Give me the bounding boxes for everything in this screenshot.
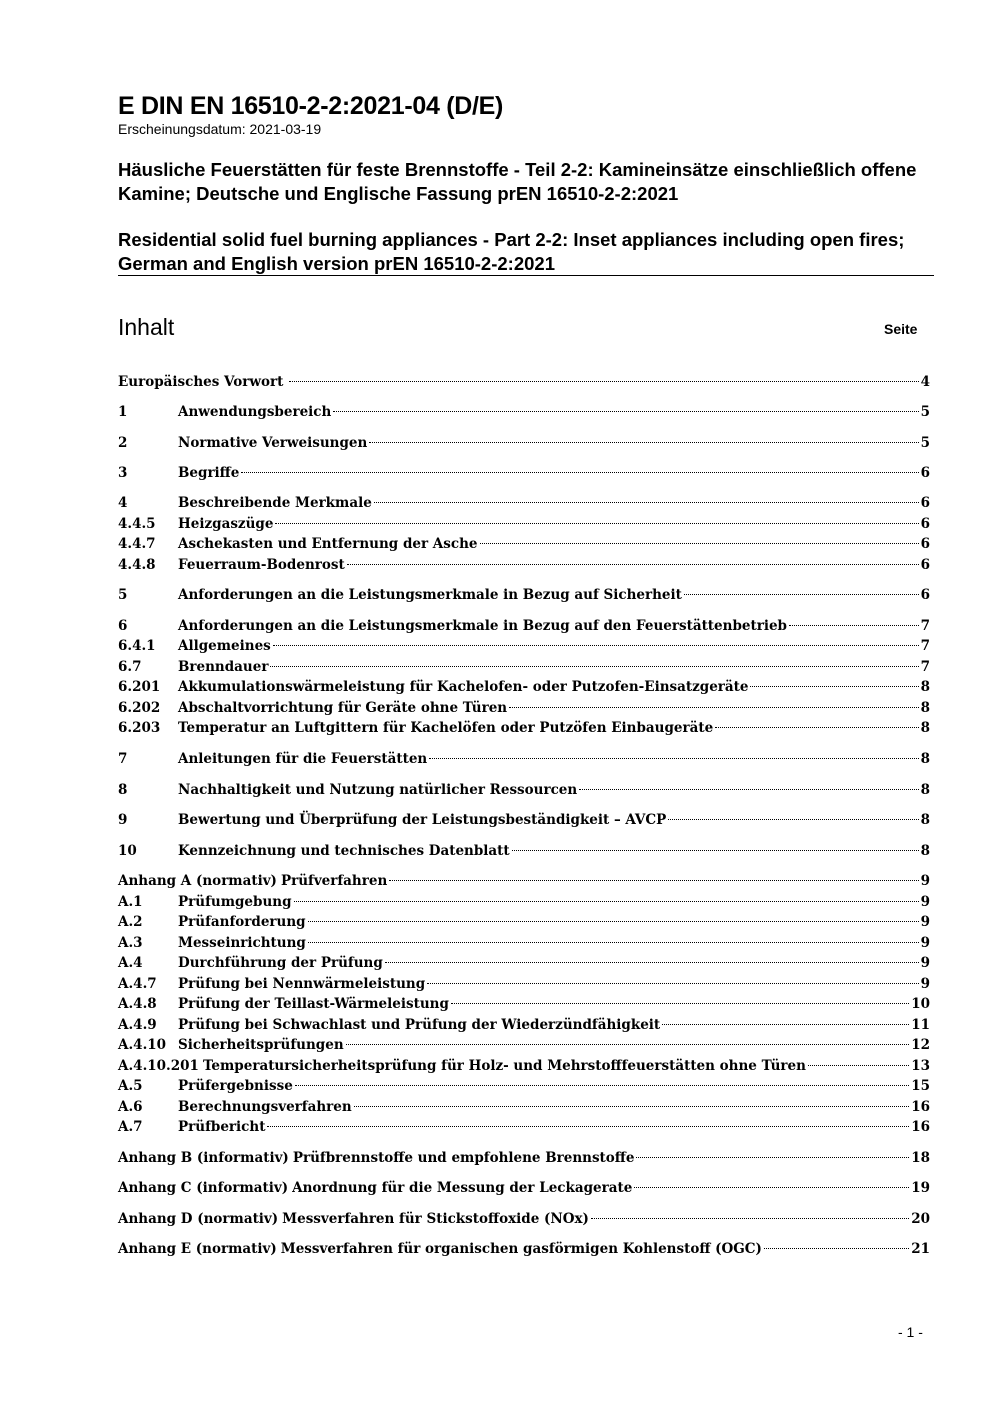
toc-entry-number: A.4.10 [118, 1037, 167, 1053]
toc-entry-title: Prüfung bei Nennwärmeleistung [178, 976, 426, 992]
toc-entry-title: Heizgaszüge [178, 516, 274, 532]
toc-entry[interactable] [118, 810, 930, 830]
toc-dot-leader [636, 1157, 909, 1158]
toc-entry-number: 1 [118, 404, 128, 420]
toc-entry-title: Sicherheitsprüfungen [178, 1037, 344, 1053]
title-german: Häusliche Feuerstätten für feste Brennstoffe - Teil 2-2: Kamineinsätze einschließlich offene Kamine; Deutsche und Englische Fassung prEN 16510-2-2:2021 [118, 159, 917, 204]
toc-entry-number: A.4.7 [118, 976, 157, 992]
footer-page-number: - 1 - [898, 1324, 923, 1340]
toc-entry-title: Prüfergebnisse [178, 1078, 293, 1094]
toc-entry[interactable] [118, 698, 930, 718]
toc-entry-number: A.4.10.201 [118, 1058, 199, 1074]
toc-entry-page: 8 [920, 751, 930, 767]
toc-entry-page: 19 [911, 1180, 930, 1196]
toc-dot-leader [347, 564, 919, 565]
toc-entry-number: Anhang E (normativ) [118, 1241, 277, 1257]
toc-dot-leader [241, 472, 918, 473]
toc-dot-leader [289, 381, 918, 382]
toc-entry[interactable] [118, 657, 930, 677]
toc-entry-number: 5 [118, 587, 128, 603]
toc-entry-page: 8 [920, 782, 930, 798]
toc-entry[interactable] [118, 585, 930, 605]
toc-entry[interactable] [118, 1239, 930, 1259]
toc-entry[interactable] [118, 372, 930, 392]
toc-entry-title: Messeinrichtung [178, 935, 306, 951]
toc-entry-page: 11 [911, 1017, 930, 1033]
toc-entry-title: Anforderungen an die Leistungsmerkmale in Bezug auf Sicherheit [178, 587, 682, 603]
toc-dot-leader [662, 1024, 909, 1025]
toc-entry-number: 4.4.7 [118, 536, 156, 552]
toc-entry-number: Anhang D (normativ) [118, 1211, 279, 1227]
toc-entry-number: 6.4.1 [118, 638, 156, 654]
toc-entry[interactable] [118, 1015, 930, 1035]
toc-dot-leader [346, 1044, 910, 1045]
toc-entry-page: 20 [911, 1211, 930, 1227]
toc-dot-leader [509, 707, 918, 708]
toc-entry-page: 7 [920, 618, 930, 634]
toc-entry[interactable] [118, 841, 930, 861]
toc-dot-leader [668, 819, 918, 820]
toc-dot-leader [579, 789, 918, 790]
toc-entry[interactable] [118, 433, 930, 453]
toc-entry[interactable] [118, 892, 930, 912]
toc-entry[interactable] [118, 1035, 930, 1055]
toc-entry[interactable] [118, 1076, 930, 1096]
toc-entry[interactable] [118, 749, 930, 769]
toc-heading: Inhalt [118, 314, 175, 340]
toc-entry[interactable] [118, 1209, 930, 1229]
toc-entry-number: 4.4.5 [118, 516, 156, 532]
toc-entry[interactable] [118, 1117, 930, 1137]
toc-entry-page: 6 [920, 465, 930, 481]
toc-dot-leader [591, 1218, 909, 1219]
toc-entry-title: Feuerraum-Bodenrost [178, 557, 345, 573]
toc-entry-number: Anhang A (normativ) [118, 873, 277, 889]
toc-entry-page: 6 [920, 536, 930, 552]
toc-entry-title: Prüfbericht [178, 1119, 266, 1135]
toc-entry-page: 9 [920, 976, 930, 992]
toc-entry-title: Akkumulationswärmeleistung für Kachelofen- oder Putzofen-Einsatzgeräte [178, 679, 749, 695]
toc-entry-title: Anforderungen an die Leistungsmerkmale in Bezug auf den Feuerstättenbetrieb [178, 618, 787, 634]
toc-entry-number: 10 [118, 843, 137, 859]
toc-entry-title: Prüfung der Teillast-Wärmeleistung [178, 996, 449, 1012]
toc-entry-title: Anleitungen für die Feuerstätten [178, 751, 428, 767]
toc-entry-title: Normative Verweisungen [178, 435, 368, 451]
toc-entry-number: 6.201 [118, 679, 161, 695]
toc-dot-leader [451, 1003, 909, 1004]
toc-entry[interactable] [118, 514, 930, 534]
toc-dot-leader [764, 1248, 909, 1249]
toc-dot-leader [275, 523, 918, 524]
toc-entry[interactable] [118, 1178, 930, 1198]
toc-dot-leader [267, 1126, 909, 1127]
toc-dot-leader [480, 543, 919, 544]
toc-entry-title: Nachhaltigkeit und Nutzung natürlicher Ressourcen [178, 782, 578, 798]
toc-entry[interactable] [118, 953, 930, 973]
toc-page-label: Seite [884, 321, 918, 337]
toc-entry-title: Prüfverfahren [280, 873, 388, 889]
toc-entry-page: 7 [920, 659, 930, 675]
toc-entry[interactable] [118, 912, 930, 932]
toc-entry[interactable] [118, 677, 930, 697]
toc-dot-leader [369, 442, 918, 443]
toc-entry-title: Messverfahren für organischen gasförmigen Kohlenstoff (OGC) [280, 1241, 762, 1257]
toc-entry-page: 21 [911, 1241, 930, 1257]
toc-entry-number: A.5 [118, 1078, 143, 1094]
toc-entry-page: 13 [911, 1058, 930, 1074]
toc-entry-page: 4 [920, 374, 930, 390]
toc-entry-number: 4 [118, 495, 128, 511]
toc-entry-page: 8 [920, 679, 930, 695]
toc-entry-title: Prüfumgebung [178, 894, 292, 910]
toc-entry-page: 9 [920, 955, 930, 971]
toc-entry-title: Temperatursicherheitsprüfung für Holz- und Mehrstofffeuerstätten ohne Türen [202, 1058, 806, 1074]
toc-entry-title: Brenndauer [178, 659, 269, 675]
toc-entry-number: A.3 [118, 935, 143, 951]
toc-entry-number: A.4.9 [118, 1017, 157, 1033]
toc-entry-number: 6.203 [118, 720, 161, 736]
toc-entry-title: Berechnungsverfahren [178, 1099, 352, 1115]
toc-entry-title: Anordnung für die Messung der Leckagerate [292, 1180, 633, 1196]
toc-entry-number: 2 [118, 435, 128, 451]
toc-entry-title: Anwendungsbereich [178, 404, 332, 420]
toc-entry-page: 9 [920, 894, 930, 910]
toc-entry-number: Anhang C (informativ) [118, 1180, 289, 1196]
toc-entry-page: 9 [920, 873, 930, 889]
toc-entry-title: Prüfung bei Schwachlast und Prüfung der Wiederzündfähigkeit [178, 1017, 661, 1033]
toc-dot-leader [634, 1187, 909, 1188]
toc-entry[interactable] [118, 616, 930, 636]
toc-entry-number: 4.4.8 [118, 557, 156, 573]
toc-entry-number: 8 [118, 782, 128, 798]
toc-entry-page: 16 [911, 1119, 930, 1135]
toc-entry[interactable] [118, 1056, 930, 1076]
toc-entry-page: 10 [911, 996, 930, 1012]
toc-entry-number: A.6 [118, 1099, 143, 1115]
toc-entry-title: Prüfanforderung [178, 914, 306, 930]
toc-entry[interactable] [118, 994, 930, 1014]
toc-dot-leader [308, 942, 919, 943]
toc-entry-page: 9 [920, 935, 930, 951]
toc-entry-number: A.4.8 [118, 996, 157, 1012]
toc-dot-leader [294, 901, 919, 902]
toc-dot-leader [273, 645, 919, 646]
toc-dot-leader [427, 983, 918, 984]
toc-entry-title: Abschaltvorrichtung für Geräte ohne Türen [178, 700, 508, 716]
toc-entry-title: Messverfahren für Stickstoffoxide (NOx) [282, 1211, 589, 1227]
toc-entry-page: 6 [920, 587, 930, 603]
toc-entry-title: Begriffe [178, 465, 240, 481]
toc-entry[interactable] [118, 463, 930, 483]
toc-entry[interactable] [118, 555, 930, 575]
toc-entry-number: Anhang B (informativ) [118, 1150, 289, 1166]
toc-entry-page: 15 [911, 1078, 930, 1094]
toc-entry-page: 6 [920, 516, 930, 532]
toc-entry-number: A.2 [118, 914, 143, 930]
toc-entry-title: Beschreibende Merkmale [178, 495, 372, 511]
toc-entry[interactable] [118, 780, 930, 800]
toc-entry-title: Bewertung und Überprüfung der Leistungsbeständigkeit – AVCP [178, 812, 667, 828]
toc-entry[interactable] [118, 933, 930, 953]
toc-dot-leader [684, 594, 919, 595]
toc-dot-leader [333, 411, 918, 412]
toc-dot-leader [750, 686, 918, 687]
toc-entry-number: 7 [118, 751, 128, 767]
toc-dot-leader [715, 727, 918, 728]
toc-entry-page: 7 [920, 638, 930, 654]
toc-entry-page: 16 [911, 1099, 930, 1115]
toc-entry-page: 5 [920, 435, 930, 451]
toc-entry[interactable] [118, 871, 930, 891]
toc-entry-title: Temperatur an Luftgittern für Kachelöfen oder Putzöfen Einbaugeräte [178, 720, 714, 736]
toc-entry[interactable] [118, 1148, 930, 1168]
toc-entry-title: Durchführung der Prüfung [178, 955, 383, 971]
toc-entry[interactable] [118, 974, 930, 994]
toc-entry-title: Allgemeines [178, 638, 271, 654]
toc-entry-number: A.4 [118, 955, 143, 971]
toc-dot-leader [389, 880, 918, 881]
toc-dot-leader [354, 1106, 910, 1107]
toc-entry-number: A.1 [118, 894, 143, 910]
toc-entry-title: Kennzeichnung und technisches Datenblatt [178, 843, 510, 859]
toc-entry-page: 18 [911, 1150, 930, 1166]
toc-entry-number: 9 [118, 812, 128, 828]
toc-dot-leader [308, 921, 919, 922]
publication-date: Erscheinungsdatum: 2021-03-19 [118, 121, 322, 137]
toc-dot-leader [512, 850, 919, 851]
toc-entry-page: 8 [920, 812, 930, 828]
toc-dot-leader [789, 625, 919, 626]
title-english: Residential solid fuel burning appliances - Part 2-2: Inset appliances including open fires; German and English version prEN 16510-2-2:2021 [118, 229, 905, 274]
toc-entry[interactable] [118, 636, 930, 656]
toc-entry-number: 6.7 [118, 659, 142, 675]
toc-dot-leader [295, 1085, 909, 1086]
toc-entry[interactable] [118, 718, 930, 738]
toc-entry[interactable] [118, 534, 930, 554]
toc-entry[interactable] [118, 493, 930, 513]
toc-entry-number: A.7 [118, 1119, 143, 1135]
toc-dot-leader [374, 502, 919, 503]
toc-entry-page: 6 [920, 495, 930, 511]
toc-entry-page: 5 [920, 404, 930, 420]
toc-entry-number: 6 [118, 618, 128, 634]
toc-entry-page: 12 [911, 1037, 930, 1053]
toc-dot-leader [270, 666, 918, 667]
toc-entry-page: 8 [920, 700, 930, 716]
toc-dot-leader [429, 758, 918, 759]
toc-entry[interactable] [118, 1097, 930, 1117]
toc-entry-page: 6 [920, 557, 930, 573]
document-id: E DIN EN 16510-2-2:2021-04 (D/E) [118, 92, 504, 120]
header-divider [118, 275, 934, 276]
toc-entry-page: 8 [920, 843, 930, 859]
toc-entry-page: 8 [920, 720, 930, 736]
toc-entry-title: Aschekasten und Entfernung der Asche [178, 536, 478, 552]
toc-entry[interactable] [118, 402, 930, 422]
toc-entry-title: Prüfbrennstoffe und empfohlene Brennstoffe [292, 1150, 635, 1166]
toc-entry-number: 3 [118, 465, 128, 481]
toc-dot-leader [808, 1065, 909, 1066]
toc-dot-leader [385, 962, 919, 963]
toc-entry-page: 9 [920, 914, 930, 930]
toc-entry-number: 6.202 [118, 700, 161, 716]
toc-entry-number: Europäisches Vorwort [118, 374, 284, 390]
